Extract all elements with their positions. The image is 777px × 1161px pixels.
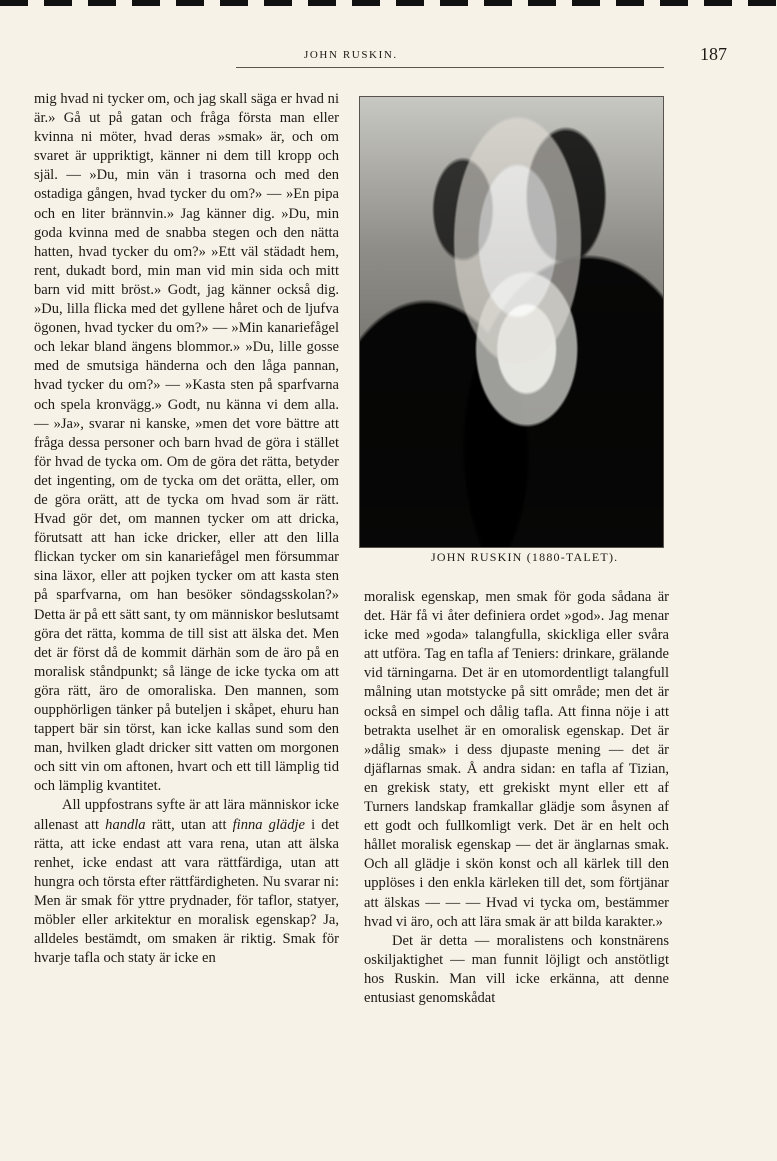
left-paragraph-2-emphasis-finna-gladje: finna glädje bbox=[232, 816, 305, 833]
portrait-caption: JOHN RUSKIN (1880-TALET). bbox=[431, 550, 619, 564]
left-paragraph-2 bbox=[34, 796, 339, 968]
left-paragraph-2-middle: rätt, utan att bbox=[145, 816, 233, 833]
page-number: 187 bbox=[700, 44, 727, 64]
page-top-edge bbox=[0, 0, 777, 6]
left-paragraph-2-start: All uppfostrans syfte är att lära människor icke allenast att bbox=[34, 797, 339, 833]
portrait-image bbox=[359, 96, 664, 548]
left-paragraph-2-emphasis-handla: handla bbox=[105, 816, 146, 833]
left-paragraph-1: mig hvad ni tycker om, och jag skall säga er hvad ni är.» Gå ut på gatan och fråga första man eller kvinna ni möter, hvad deras »smak» är, och om svaret är uppriktigt, känner ni dem till kropp och själ. — »Du, min vän i trasorna och med den ostadiga gången, hvad tycker du om?» — »En pipa och en liter brännvin.» Jag känner dig. »Du, min goda kvinna med de snabba stegen och den nätta hatten, hvad tycker du om?» »Ett väl städadt hem, rent, dukadt bord, min man vid min sida och mitt barn vid mitt bröst.» Godt, jag känner också dig. »Du, lilla flicka med det gyllene håret och de ljufva ögonen, hvad tycker du om?» — »Min kanariefågel och lekar bland ängens blommor.» »Du, lille gosse med de smutsiga händerna och den låga pannan, hvad tycker du om?» — »Kasta sten på sparfvarna och spela kronvägg.» Godt, nu känna vi dem alla. — »Ja», svarar ni kanske, »men det vore bättre att fråga dessa personer och barn hvad de göra i stället för hvad de tycka om. Om de göra det rätta, betyder det ingenting, om de tycka om det orätta, eller, om de göra orätt, att de tycka om hvad som är rätt. Hvad gör det, om mannen tycker om att dricka, förutsatt att han icke dricker, eller att den lilla flickan tycker om sin kanariefågel men försummar sina läxor, eller att pojken tycker om att kasta sten på sparfvarna, om han besöker söndagsskolan?» Detta är på ett sätt sant, ty om människor beslutsamt göra det rätta, komma de till sist att älska det. Men det är först då de kommit därhän som de äro på en moralisk ståndpunkt; så länge de icke tycka om att göra rätt, äro de omoraliska. Den mannen, som oupphörligen tänker på buteljen i skåpet, ehuru han tappert bär sin törst, kan icke kallas sund som den man, hvilken gladt dricker sitt vatten om morgonen och sitt vin om aftonen, hvart och ett till lämplig tid och lämplig kvantitet. bbox=[34, 91, 339, 795]
right-paragraph-1: moralisk egenskap, men smak för goda sådana är det. Här få vi åter definiera ordet »god». Jag menar icke med »goda» talangfulla, skickliga eller svåra att utföra. Tag en tafla af Teniers: drinkare, grälande vid tärningarna. Det är en utomordentligt talangfull målning utan motstycke på sitt område; men det är också en simpel och dålig tafla. Att finna nöje i att betrakta uselhet är en omoralisk egenskap. Det är »dålig smak» i dess djupaste mening — det är djäflarnas smak. Å andra sidan: en tafla af Tizian, en grekisk staty, ett grekiskt mynt eller ett af Turners landskap framkallar glädje som åsynen af ett godt och fullkomligt verk. Det är en helt och hållet moralisk egenskap — det är änglarnas smak. Och all glädje i skön konst och all kärlek till den upplöses i den enkla kärleken till det, som förtjänar att älskas — — — Hvad vi tycka om, bestämmer hvad vi äro, och att lära smak är att bilda karakter.» bbox=[364, 589, 669, 930]
right-paragraph-2: Det är detta — moralistens och konstnärens oskiljaktighet — man funnit löjligt och anstötligt hos Ruskin. Man vill icke erkänna, att denne entusiast genomskådat bbox=[364, 932, 669, 1006]
running-head: JOHN RUSKIN. bbox=[304, 49, 398, 61]
page-header bbox=[34, 44, 727, 68]
right-column bbox=[364, 588, 669, 1008]
left-column bbox=[34, 90, 339, 968]
header-rule bbox=[236, 67, 664, 68]
left-paragraph-2-end: i det rätta, att icke endast att vara rena, utan att älska renhet, icke endast att vara rättfärdiga, utan att hungra och törsta efter rättfärdigheten. Nu svarar ni: Men är smak för yttre prydnader, för taflor, statyer, möbler eller arkitektur en moralisk egenskap? Ja, alldeles bestämdt, om smaken är riktig. Smak för hvarje tafla och staty är icke en bbox=[34, 816, 339, 967]
